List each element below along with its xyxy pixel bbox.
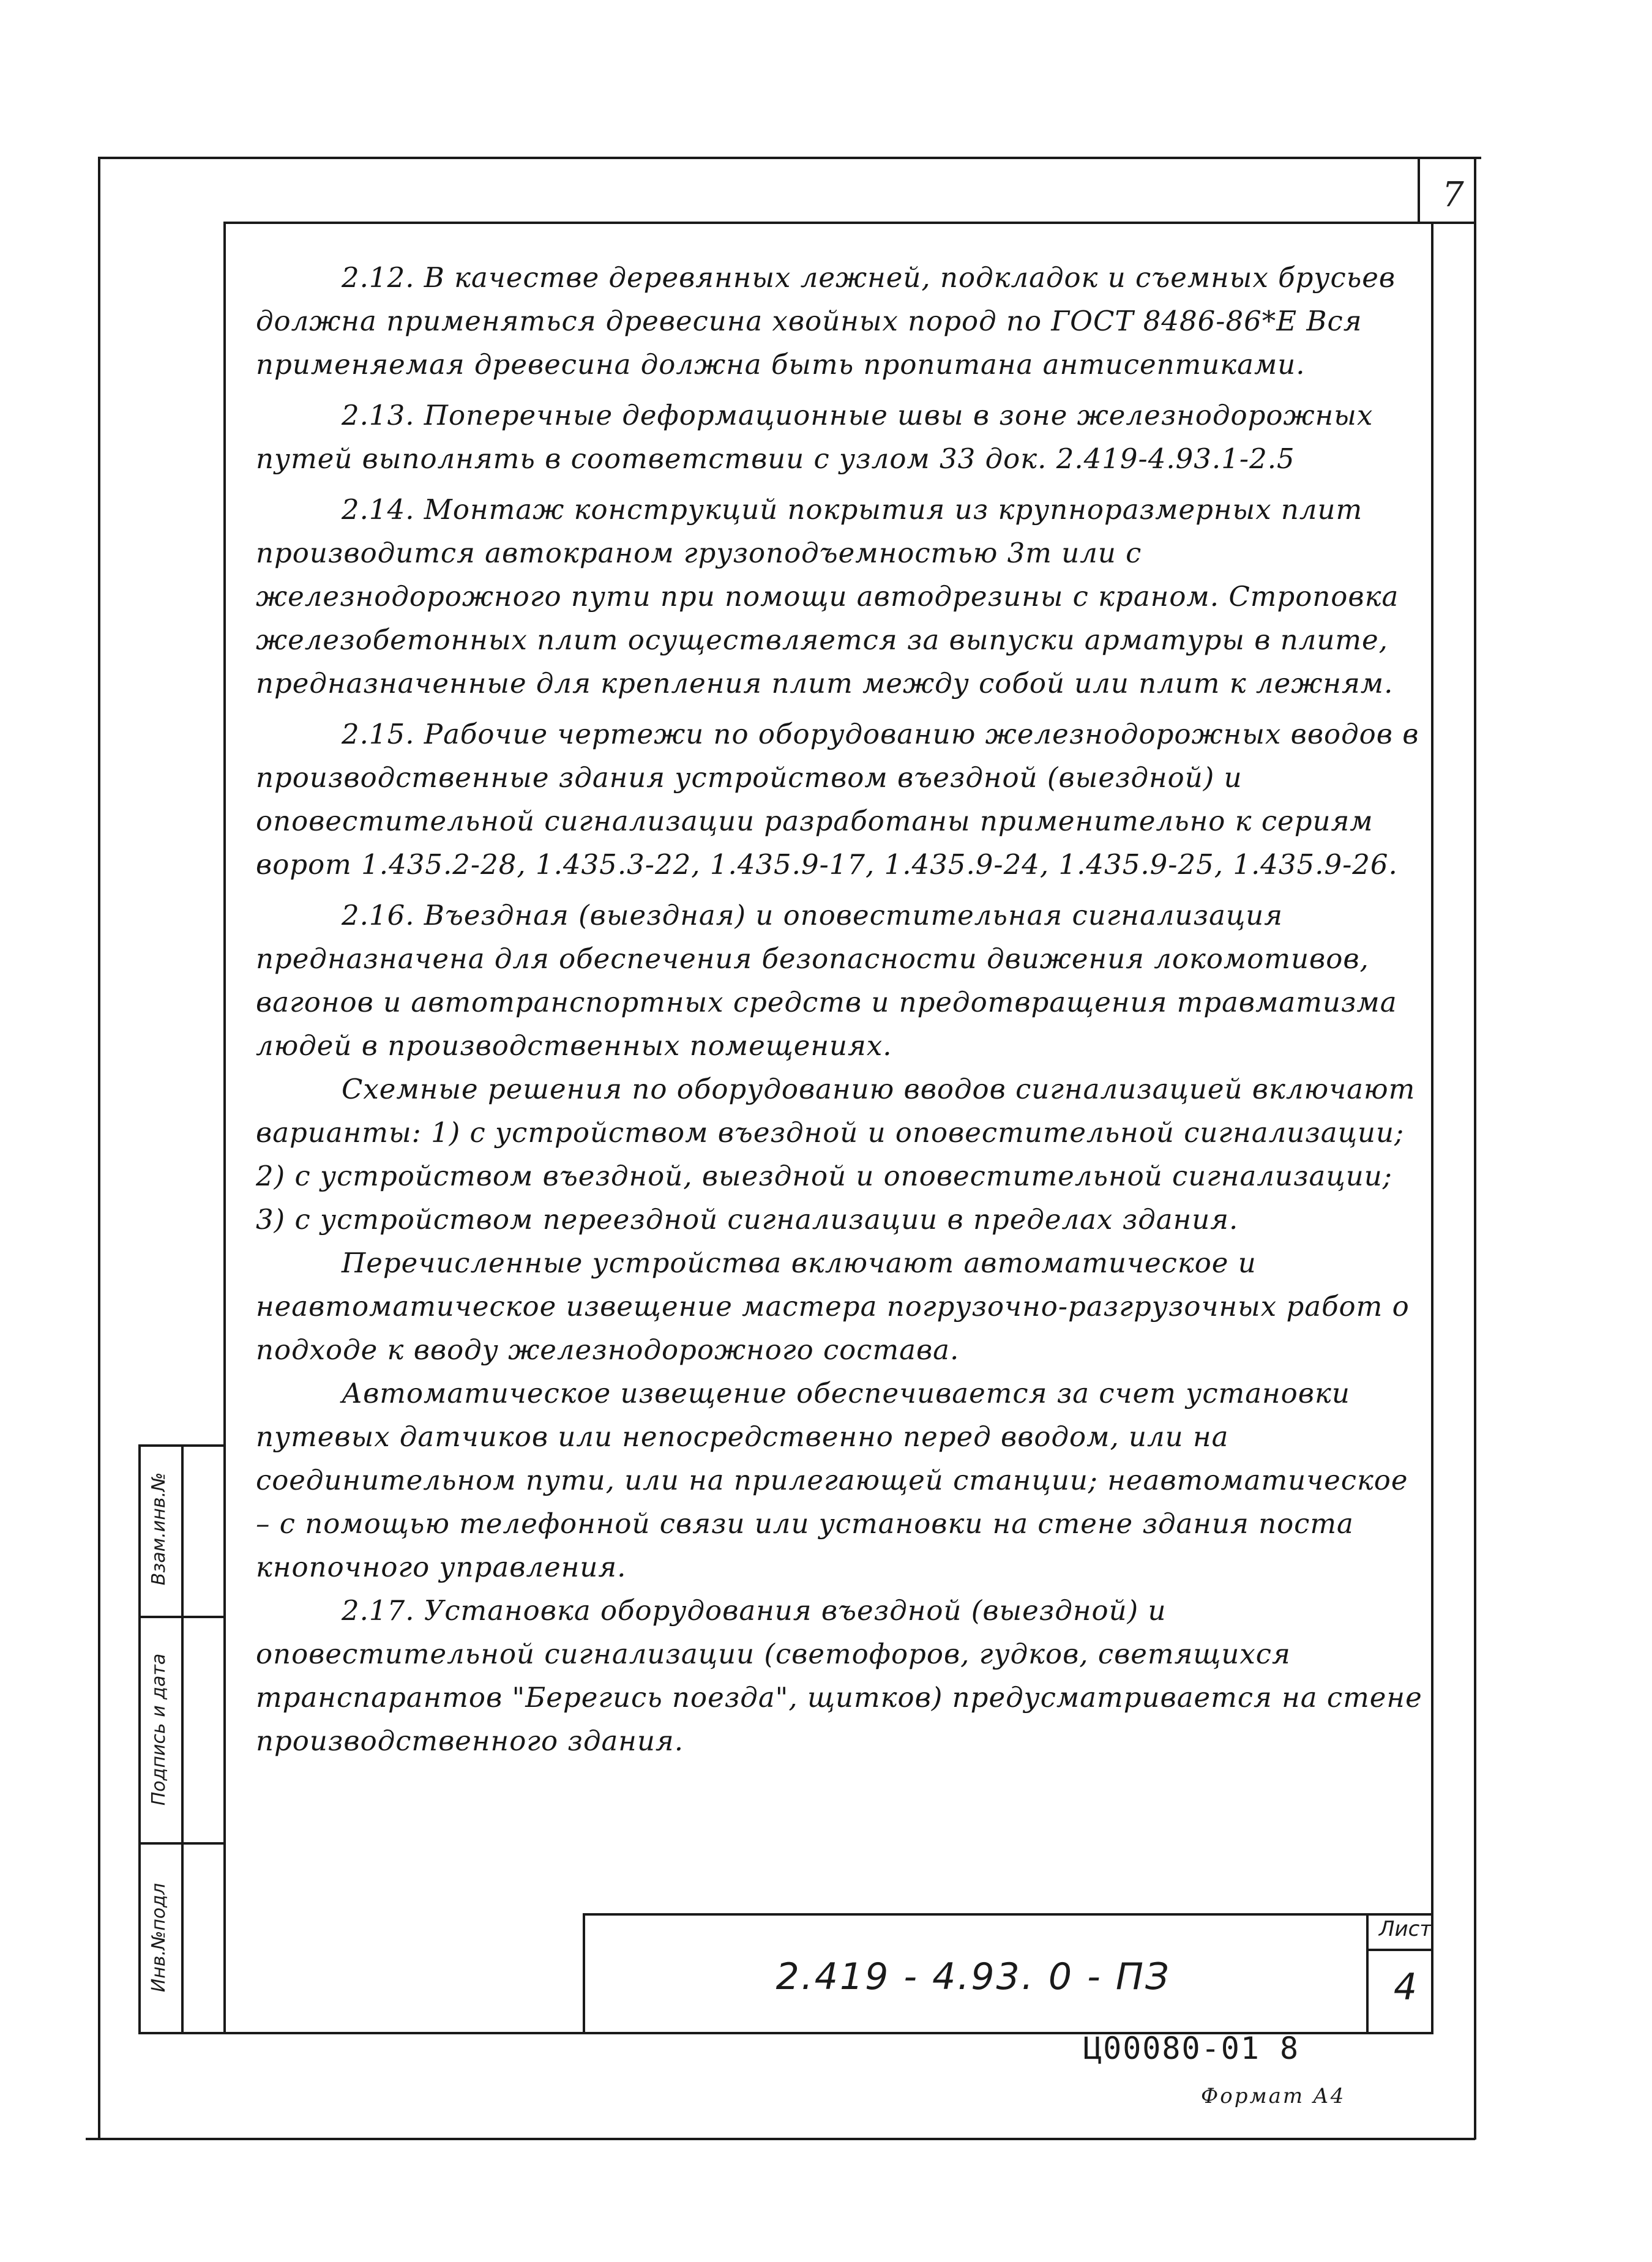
paragraph-2-13: 2.13. Поперечные деформационные швы в зоне железнодорожных путей выполнять в соответствии с узлом 33 док. 2.419-4.93.1-2.5: [256, 399, 1374, 475]
paragraph-schemes: Схемные решения по оборудованию вводов сигнализацией включают варианты: 1) с устройством въездной и оповестительной сигнализации; 2) с устройством въездной, выездной и оповестительной сигнализации; 3) с устройством переездной сигнализации в пределах здания.: [256, 1073, 1416, 1236]
corner-page-number: 7: [1442, 175, 1464, 215]
side-cell-signature-date: [142, 1618, 184, 1841]
paragraph-2-17: 2.17. Установка оборудования въездной (выездной) и оповестительной сигнализации (светофоров, гудков, светящихся транспарантов "Берегись поезда", щитков) предусматривается на стене производственного здания.: [256, 1594, 1422, 1757]
side-cell-original-inv: [142, 1845, 184, 2032]
sheet-label: Лист: [1378, 1917, 1432, 1941]
side-cell-replaced-inv: [142, 1446, 184, 1614]
side-label-signature-date: Подпись и дата: [148, 1653, 170, 1806]
side-label-original-inv: Инв.№подл: [148, 1883, 170, 1993]
side-stamp-left: [138, 1444, 141, 2034]
corner-box-bottom: [1418, 222, 1475, 224]
paragraph-devices: Перечисленные устройства включают автоматическое и неавтоматическое извещение мастера погрузочно-разгрузочных работ о подходе к вводу железнодорожного состава.: [256, 1247, 1410, 1366]
format-label: Формат А4: [1201, 2084, 1346, 2108]
outer-frame-bottom: [86, 2138, 1475, 2140]
inner-frame-left: [223, 222, 226, 2034]
inner-frame-top: [223, 222, 1419, 224]
paragraph-2-15: 2.15. Рабочие чертежи по оборудованию железнодорожных вводов в производственные здания устройством въездной (выездной) и оповестительной сигнализации разработаны применительно к сериям ворот 1.435.2-28, 1.435.3-22, 1.435.9-17, 1.435.9-24, 1.435.9-25, 1.435.9-26.: [256, 718, 1419, 881]
document-code: 2.419 - 4.93. 0 - ПЗ: [776, 1955, 1171, 1998]
outer-frame-right: [1474, 157, 1476, 2140]
title-block-sheet-rule: [1366, 1949, 1433, 1951]
paragraph-automatic-notice: Автоматическое извещение обеспечивается за счет установки путевых датчиков или непосредственно перед вводом, или на соединительном пути, или на прилегающей станции; неавтоматическое – с помощью телефонной связи или установки на стене здания поста кнопочного управления.: [256, 1377, 1408, 1583]
outer-frame-left: [98, 157, 100, 2140]
outer-frame-top: [98, 157, 1481, 159]
paragraph-2-14: 2.14. Монтаж конструкций покрытия из крупноразмерных плит производится автокраном грузоподъемностью 3т или с железнодорожного пути при помощи автодрезины с краном. Строповка железобетонных плит осуществляется за выпуски арматуры в плите, предназначенные для крепления плит между собой или плит к лежням.: [256, 493, 1399, 700]
side-label-replaced-inv: Взам.инв.№: [148, 1472, 170, 1586]
paragraph-2-16: 2.16. Въездная (выездная) и оповестительная сигнализация предназначена для обеспечения безопасности движения локомотивов, вагонов и автотранспортных средств и предотвращения травматизма людей в производственных помещениях.: [256, 899, 1397, 1062]
title-block-top: [583, 1913, 1433, 1916]
corner-box-left: [1418, 157, 1420, 224]
sheet-number: 4: [1393, 1966, 1418, 2009]
archive-stamp-code: Ц00080-01 8: [1083, 2031, 1300, 2066]
paragraph-2-12: 2.12. В качестве деревянных лежней, подкладок и съемных брусьев должна применяться древесина хвойных пород по ГОСТ 8486-86*Е Вся применяемая древесина должна быть пропитана антисептиками.: [256, 261, 1396, 381]
body-text: [256, 256, 1431, 1763]
inner-frame-right: [1431, 222, 1433, 2034]
